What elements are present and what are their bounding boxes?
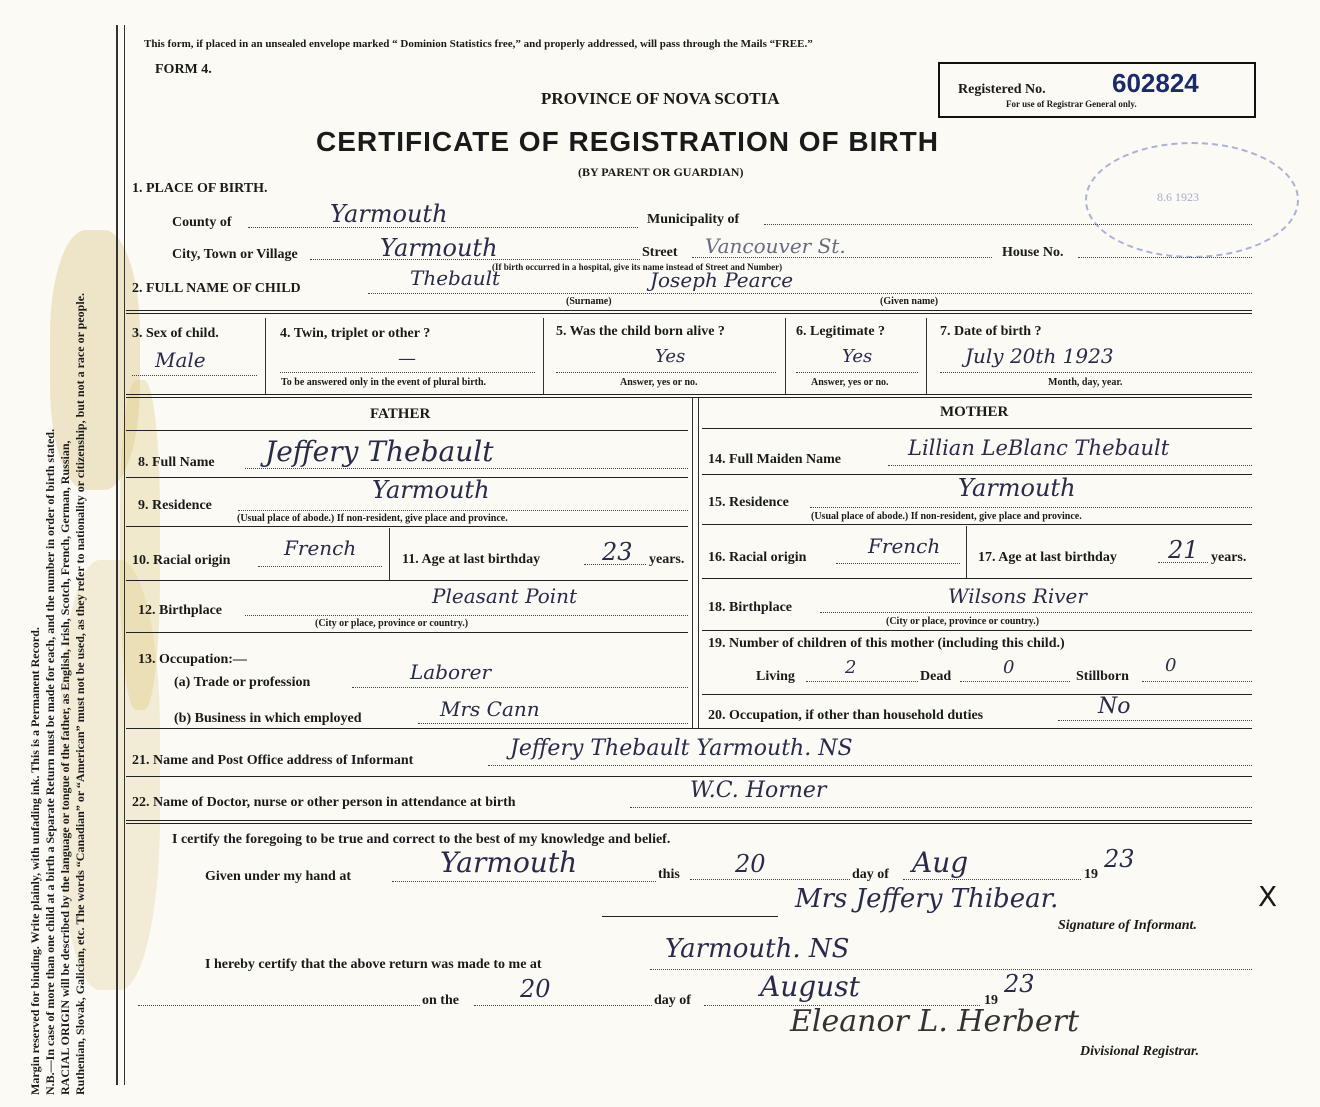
mother-living-line bbox=[806, 681, 918, 682]
twin-note: To be answered only in the event of plural birth. bbox=[281, 377, 487, 388]
father-business-label: (b) Business in which employed bbox=[174, 711, 362, 726]
mother-name-line bbox=[888, 465, 1252, 466]
mother-age-divider bbox=[966, 526, 967, 578]
street-label: Street bbox=[642, 245, 678, 260]
signature-line bbox=[602, 916, 778, 917]
registrar-day-line bbox=[474, 1005, 652, 1006]
sidebar-note-4: Ruthenian, Slovak, Galician, etc. The words “Canadian” or “American” must not be used, as they refer to nationality or citizenship, but not a race or people. bbox=[73, 292, 87, 1095]
father-heading-rule bbox=[126, 430, 688, 431]
father-business-line bbox=[418, 723, 688, 724]
doctor-value[interactable]: W.C. Horner bbox=[690, 778, 827, 803]
mother-dead-label: Dead bbox=[920, 669, 952, 684]
sidebar-note-1: Margin reserved for binding. Write plainly, with unfading ink. This is a Permanent Record. bbox=[28, 627, 42, 1095]
father-trade-label: (a) Trade or profession bbox=[174, 675, 311, 690]
col-divider-4 bbox=[926, 318, 927, 394]
mother-racial-label: 16. Racial origin bbox=[708, 550, 807, 565]
row-rule-10 bbox=[126, 580, 688, 581]
given-name-caption: (Given name) bbox=[880, 296, 939, 307]
father-residence-value[interactable]: Yarmouth bbox=[372, 476, 490, 504]
mother-birthplace-note: (City or place, province or country.) bbox=[886, 616, 1040, 627]
child-name-line bbox=[368, 293, 1252, 294]
legitimate-line bbox=[796, 372, 918, 373]
col-divider-2 bbox=[543, 318, 544, 394]
twin-value[interactable]: — bbox=[398, 348, 416, 369]
registrar-place-line bbox=[650, 969, 1252, 970]
certify-statement: I certify the foregoing to be true and correct to the best of my knowledge and belief. bbox=[172, 832, 671, 847]
dob-label: 7. Date of birth ? bbox=[940, 324, 1042, 339]
sex-line bbox=[132, 375, 257, 376]
house-label: House No. bbox=[1002, 245, 1064, 260]
row-rule-16 bbox=[702, 578, 1252, 579]
sex-label: 3. Sex of child. bbox=[132, 326, 219, 341]
mother-living-value[interactable]: 2 bbox=[845, 657, 857, 678]
dob-value[interactable]: July 20th 1923 bbox=[965, 344, 1114, 368]
parents-divider-b bbox=[698, 398, 699, 728]
mother-stillborn-label: Stillborn bbox=[1076, 669, 1129, 684]
mother-age-value[interactable]: 21 bbox=[1168, 536, 1199, 564]
father-name-line bbox=[245, 468, 688, 469]
dob-caption: Month, day, year. bbox=[1048, 377, 1123, 388]
cert-day-of-label: day of bbox=[852, 867, 889, 882]
county-label: County of bbox=[172, 215, 232, 230]
father-birthplace-label: 12. Birthplace bbox=[138, 603, 222, 618]
father-age-value[interactable]: 23 bbox=[602, 538, 633, 566]
informant-signature[interactable]: Mrs Jeffery Thibear. bbox=[795, 884, 1059, 914]
registrar-signature[interactable]: Eleanor L. Herbert bbox=[790, 1004, 1079, 1039]
col-divider-1 bbox=[265, 318, 266, 394]
form-number: FORM 4. bbox=[155, 62, 212, 77]
mother-occupation-value[interactable]: No bbox=[1098, 694, 1131, 719]
mother-heading: MOTHER bbox=[940, 404, 1009, 420]
alive-label: 5. Was the child born alive ? bbox=[556, 324, 725, 339]
legitimate-label: 6. Legitimate ? bbox=[796, 324, 886, 339]
row-rule-15 bbox=[702, 524, 1252, 525]
mother-living-label: Living bbox=[756, 669, 795, 684]
mother-stillborn-value[interactable]: 0 bbox=[1165, 655, 1177, 676]
registrar-statement: I hereby certify that the above return was made to me at bbox=[205, 957, 542, 972]
registrar-year-value[interactable]: 23 bbox=[1004, 970, 1035, 998]
father-residence-label: 9. Residence bbox=[138, 498, 212, 513]
legitimate-caption: Answer, yes or no. bbox=[811, 377, 889, 388]
father-racial-line bbox=[258, 566, 382, 567]
doctor-label: 22. Name of Doctor, nurse or other person in attendance at birth bbox=[132, 795, 516, 810]
registrar-use-note: For use of Registrar General only. bbox=[1006, 99, 1137, 109]
father-occupation-label: 13. Occupation:— bbox=[138, 652, 247, 667]
legitimate-value[interactable]: Yes bbox=[842, 346, 873, 367]
twin-label: 4. Twin, triplet or other ? bbox=[280, 326, 431, 341]
cert-day-line bbox=[690, 879, 850, 880]
cert-year-value[interactable]: 23 bbox=[1104, 845, 1135, 873]
divider-top bbox=[126, 310, 1252, 314]
dob-line bbox=[940, 372, 1252, 373]
alive-value[interactable]: Yes bbox=[655, 346, 686, 367]
cert-month-line bbox=[903, 879, 1081, 880]
father-residence-line bbox=[238, 510, 688, 511]
this-label: this bbox=[658, 867, 680, 882]
registrar-day-of-label: day of bbox=[654, 993, 691, 1008]
cert-day-value[interactable]: 20 bbox=[735, 850, 766, 878]
registrar-year-prefix: 19 bbox=[984, 993, 998, 1008]
cert-month-value[interactable]: Aug bbox=[912, 846, 969, 879]
father-name-value[interactable]: Jeffery Thebault bbox=[265, 435, 494, 468]
father-birthplace-note: (City or place, province or country.) bbox=[315, 618, 469, 629]
father-name-label: 8. Full Name bbox=[138, 455, 215, 470]
cert-year-prefix: 19 bbox=[1084, 867, 1098, 882]
mother-occupation-line bbox=[1058, 720, 1252, 721]
mother-age-label: 17. Age at last birthday bbox=[978, 550, 1117, 565]
father-trade-line bbox=[352, 687, 688, 688]
child-name-label: 2. FULL NAME OF CHILD bbox=[132, 281, 301, 296]
row-rule-19 bbox=[702, 694, 1252, 695]
mother-birthplace-label: 18. Birthplace bbox=[708, 600, 792, 615]
mother-birthplace-value[interactable]: Wilsons River bbox=[948, 584, 1087, 608]
mother-residence-line bbox=[810, 507, 1252, 508]
registered-no-label: Registered No. bbox=[958, 82, 1046, 97]
municipality-label: Municipality of bbox=[647, 212, 740, 227]
father-birthplace-value[interactable]: Pleasant Point bbox=[432, 584, 578, 608]
divider-parents bbox=[126, 394, 1252, 398]
sidebar-notes bbox=[28, 15, 120, 1095]
given-place-value[interactable]: Yarmouth bbox=[440, 846, 578, 879]
mother-years-label: years. bbox=[1211, 550, 1247, 565]
registered-number-box bbox=[938, 62, 1256, 118]
mother-heading-rule bbox=[702, 428, 1252, 429]
informant-label: 21. Name and Post Office address of Informant bbox=[132, 753, 414, 768]
province-heading: PROVINCE OF NOVA SCOTIA bbox=[541, 89, 780, 108]
informant-line bbox=[488, 765, 1252, 766]
child-surname-value[interactable]: Thebault bbox=[410, 266, 501, 290]
father-racial-value[interactable]: French bbox=[284, 536, 357, 560]
father-age-label: 11. Age at last birthday bbox=[402, 552, 541, 567]
registrar-lead-line bbox=[138, 1005, 420, 1006]
hospital-note: (If birth occurred in a hospital, give its name instead of Street and Number) bbox=[492, 262, 783, 272]
mother-dead-value[interactable]: 0 bbox=[1003, 657, 1015, 678]
sex-value[interactable]: Male bbox=[155, 348, 206, 372]
registrar-on-the-label: on the bbox=[422, 993, 459, 1008]
father-heading: FATHER bbox=[370, 406, 431, 422]
father-racial-label: 10. Racial origin bbox=[132, 553, 231, 568]
parents-divider-a bbox=[692, 398, 693, 728]
place-of-birth-heading: 1. PLACE OF BIRTH. bbox=[132, 181, 268, 196]
child-given-name-value[interactable]: Joseph Pearce bbox=[650, 268, 794, 292]
certificate-title: CERTIFICATE OF REGISTRATION OF BIRTH bbox=[316, 126, 939, 157]
father-years-label: years. bbox=[649, 552, 685, 567]
father-abode-note: (Usual place of abode.) If non-resident, give place and province. bbox=[237, 513, 508, 524]
twin-line bbox=[280, 372, 535, 373]
mother-name-value[interactable]: Lillian LeBlanc Thebault bbox=[908, 436, 1170, 460]
house-line bbox=[1078, 257, 1252, 258]
received-stamp bbox=[1085, 142, 1299, 258]
row-rule-18 bbox=[702, 630, 1252, 631]
father-age-divider bbox=[389, 528, 390, 580]
sidebar-note-2: N.B.—In case of more than one child at a birth a Separate Return must be made for each, and the number in order of birth stated. bbox=[43, 428, 57, 1095]
doctor-line bbox=[630, 807, 1252, 808]
divider-certification bbox=[126, 820, 1252, 824]
registrar-caption: Divisional Registrar. bbox=[1080, 1044, 1200, 1059]
street-value[interactable]: Vancouver St. bbox=[705, 234, 846, 258]
mother-occupation-label: 20. Occupation, if other than household duties bbox=[708, 708, 984, 723]
surname-caption: (Surname) bbox=[566, 296, 612, 307]
county-value[interactable]: Yarmouth bbox=[330, 200, 448, 228]
father-trade-value[interactable]: Laborer bbox=[410, 660, 492, 684]
mother-children-label: 19. Number of children of this mother (including this child.) bbox=[708, 636, 1065, 651]
mother-residence-label: 15. Residence bbox=[708, 495, 789, 510]
informant-mark: X bbox=[1258, 880, 1278, 913]
binding-line-1 bbox=[116, 25, 118, 1085]
col-divider-3 bbox=[785, 318, 786, 394]
alive-line bbox=[556, 372, 776, 373]
mother-name-label: 14. Full Maiden Name bbox=[708, 452, 841, 467]
mail-notice: This form, if placed in an unsealed envelope marked “ Dominion Statistics free,” and properly addressed, will pass through the Mails “FREE.” bbox=[144, 38, 813, 50]
father-birthplace-line bbox=[245, 615, 688, 616]
registrar-place-value[interactable]: Yarmouth. NS bbox=[665, 934, 850, 964]
municipality-line bbox=[764, 224, 1252, 225]
row-rule-9 bbox=[126, 526, 688, 527]
stamp-text: 8.6 1923 bbox=[1157, 190, 1199, 204]
row-rule-21 bbox=[126, 776, 1252, 777]
alive-caption: Answer, yes or no. bbox=[620, 377, 698, 388]
registrar-month-value[interactable]: August bbox=[760, 970, 860, 1003]
binding-line-2 bbox=[124, 25, 125, 1085]
given-under-label: Given under my hand at bbox=[205, 869, 351, 884]
row-rule-12 bbox=[126, 632, 688, 633]
mother-racial-line bbox=[836, 563, 960, 564]
mother-residence-value[interactable]: Yarmouth bbox=[958, 474, 1076, 502]
certificate-subtitle: (BY PARENT OR GUARDIAN) bbox=[578, 165, 744, 179]
informant-value[interactable]: Jeffery Thebault Yarmouth. NS bbox=[510, 736, 853, 761]
sidebar-note-3: RACIAL ORIGIN will be described by the language or tongue of the father, as English, Irish, Scotch, French, German, Russian, bbox=[58, 440, 72, 1095]
mother-stillborn-line bbox=[1142, 681, 1252, 682]
signature-caption: Signature of Informant. bbox=[1058, 918, 1197, 933]
mother-dead-line bbox=[960, 681, 1070, 682]
row-rule-13 bbox=[126, 728, 1252, 729]
father-business-value[interactable]: Mrs Cann bbox=[440, 697, 540, 721]
registrar-day-value[interactable]: 20 bbox=[520, 975, 551, 1003]
registered-no-value: 602824 bbox=[1112, 68, 1199, 98]
given-place-line bbox=[392, 881, 656, 882]
mother-racial-value[interactable]: French bbox=[868, 534, 941, 558]
city-value[interactable]: Yarmouth bbox=[380, 234, 498, 262]
city-label: City, Town or Village bbox=[172, 247, 298, 262]
mother-birthplace-line bbox=[820, 612, 1252, 613]
mother-abode-note: (Usual place of abode.) If non-resident, give place and province. bbox=[811, 511, 1082, 522]
